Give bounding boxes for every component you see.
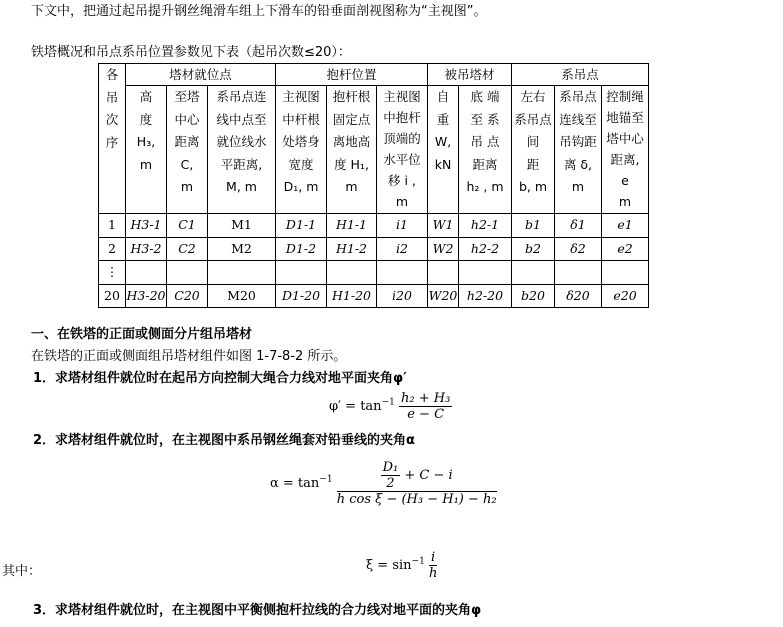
row-sequence: 1 xyxy=(99,214,126,238)
table-cell: H1-2 xyxy=(327,237,377,261)
column-header-line: m xyxy=(571,179,585,194)
column-header-line: 线中点至 xyxy=(216,111,267,127)
column-header-line: 间 xyxy=(526,134,540,149)
column-header-line: 水平位 xyxy=(383,152,421,167)
table-cell: M1 xyxy=(208,214,276,238)
column-header-line: 离地高 xyxy=(332,134,371,149)
column-header-line: 高 xyxy=(139,89,153,104)
formula-phi-prime: $\varphi' = \tan^{-1}$ $\frac{\text{h₂ + H₃}}{e - C}$ xyxy=(329,391,451,422)
column-header xyxy=(377,86,428,214)
item1-title: 1．求塔材组件就位时在起吊方向控制大绳合力线对地平面夹角φ′ xyxy=(33,371,407,386)
column-header-line: 自 xyxy=(436,89,450,104)
table-cell: h2-2 xyxy=(459,237,512,261)
table-cell xyxy=(377,261,428,285)
column-header-line: 至 系 xyxy=(470,111,500,127)
table-cell xyxy=(327,261,377,285)
table-cell: δ20 xyxy=(555,284,602,308)
table-cell: H1-20 xyxy=(327,284,377,308)
column-header-line: 离 δ, xyxy=(563,156,593,172)
table-cell: W20 xyxy=(428,284,459,308)
table-cell xyxy=(555,261,602,285)
table-row xyxy=(99,261,649,285)
column-header-line: 系吊点 xyxy=(514,111,552,127)
column-header-line: 距离 xyxy=(174,134,200,149)
column-header-line: m xyxy=(395,194,409,209)
table-cell: e20 xyxy=(602,284,649,308)
row-sequence: ⋮ xyxy=(99,261,126,285)
column-header-line: e xyxy=(621,173,629,188)
column-header-line: 左右 xyxy=(520,89,546,104)
group-header-lifted-member: 被吊塔材 xyxy=(428,64,512,86)
column-header-line: 固定点 xyxy=(332,111,371,127)
table-cell: e1 xyxy=(602,214,649,238)
corner-header-char: 各 xyxy=(105,67,119,82)
table-cell xyxy=(126,261,167,285)
table-cell: b2 xyxy=(512,237,555,261)
column-header xyxy=(126,86,167,214)
table-cell: i20 xyxy=(377,284,428,308)
column-header-line: W, xyxy=(434,134,452,149)
column-header-line: H₃, xyxy=(136,134,156,149)
table-cell: e2 xyxy=(602,237,649,261)
table-cell: H3-20 xyxy=(126,284,167,308)
column-header-line: 主视图 xyxy=(282,89,320,104)
column-header-line: 至塔 xyxy=(174,89,200,104)
column-header-line: 塔中心 xyxy=(606,131,644,146)
table-cell xyxy=(602,261,649,285)
column-header-line: 抱杆根 xyxy=(332,89,371,104)
corner-header-char: 次 xyxy=(105,112,119,127)
column-header-line: 距 xyxy=(526,156,540,172)
column-header-line: 吊钩距 xyxy=(559,134,597,149)
table-cell: b20 xyxy=(512,284,555,308)
corner-header-char: 序 xyxy=(105,134,119,150)
column-header-line: 距离, xyxy=(610,152,640,167)
table-cell xyxy=(512,261,555,285)
column-header-line: 顶端的 xyxy=(383,131,421,146)
parameter-table xyxy=(98,63,649,308)
column-header-line: b, m xyxy=(518,179,548,194)
table-cell: M20 xyxy=(208,284,276,308)
table-cell xyxy=(208,261,276,285)
column-header-line: 连线至 xyxy=(559,111,597,127)
column-header-line: D₁, m xyxy=(283,179,319,194)
section1-title: 一、在铁塔的正面或侧面分片组吊塔材 xyxy=(31,327,253,342)
table-row xyxy=(99,284,649,308)
column-header-line: 度 H₁, xyxy=(334,156,369,172)
column-header-line: 主视图 xyxy=(383,89,421,104)
column-header xyxy=(459,86,512,214)
table-cell xyxy=(276,261,327,285)
table-row xyxy=(99,237,649,261)
column-header xyxy=(555,86,602,214)
column-header-line: 平距离, xyxy=(220,156,263,172)
group-header-pole-position: 抱杆位置 xyxy=(276,64,428,86)
column-header-line: 控制绳 xyxy=(606,89,644,104)
column-header-line: 中抱杆 xyxy=(383,110,421,125)
table-cell: i2 xyxy=(377,237,428,261)
column-header-line: 宽度 xyxy=(288,156,314,172)
row-sequence: 20 xyxy=(99,284,126,308)
column-header-line: M, m xyxy=(226,179,257,194)
column-header-line: 移 i , xyxy=(388,173,416,188)
table-cell: H3-1 xyxy=(126,214,167,238)
table-cell xyxy=(459,261,512,285)
column-header-line: 系吊点连 xyxy=(216,89,267,104)
table-cell: H3-2 xyxy=(126,237,167,261)
table-cell: M2 xyxy=(208,237,276,261)
column-header xyxy=(167,86,208,214)
column-header-line: m xyxy=(345,179,358,194)
table-cell: h2-1 xyxy=(459,214,512,238)
table-cell xyxy=(428,261,459,285)
formula-alpha: $\alpha = \tan^{-1}$ $\frac{\text{D₁}}{2}$ + C − i h cos ξ − (H₃ − H₁) − h₂ xyxy=(270,460,497,507)
corner-header-char: 吊 xyxy=(105,89,119,105)
table-cell: C20 xyxy=(167,284,208,308)
table-caption: 铁塔概况和吊点系吊位置参数见下表（起吊次数≤20）： xyxy=(31,45,351,60)
column-header-line: 底 端 xyxy=(470,89,500,104)
group-header-sling-point: 系吊点 xyxy=(512,64,649,86)
column-header xyxy=(276,86,327,214)
column-header-line: m xyxy=(180,179,194,194)
table-row xyxy=(99,214,649,238)
column-header xyxy=(512,86,555,214)
group-header-tower-position: 塔材就位点 xyxy=(126,64,276,86)
table-cell: H1-1 xyxy=(327,214,377,238)
column-header xyxy=(208,86,276,214)
item2-title: 2．求塔材组件就位时，在主视图中系吊钢丝绳套对铅垂线的夹角α xyxy=(33,433,415,448)
formula-xi: $\xi = \sin^{-1}$ $\frac{i}{h}$ xyxy=(366,550,438,581)
table-cell: W2 xyxy=(428,237,459,261)
row-sequence: 2 xyxy=(99,237,126,261)
table-cell: C2 xyxy=(167,237,208,261)
column-header xyxy=(327,86,377,214)
column-header-line: m xyxy=(618,194,632,209)
table-cell: h2-20 xyxy=(459,284,512,308)
column-header-line: 吊 点 xyxy=(470,134,500,149)
column-header-line: kN xyxy=(434,156,452,172)
item3-title: 3．求塔材组件就位时，在主视图中平衡侧抱杆拉线的合力线对地平面的夹角φ xyxy=(33,603,482,618)
column-header xyxy=(602,86,649,214)
table-cell: D1-20 xyxy=(276,284,327,308)
column-header-line: 度 xyxy=(139,111,153,127)
table-cell xyxy=(167,261,208,285)
table-cell: C1 xyxy=(167,214,208,238)
intro-paragraph: 下文中，把通过起吊提升钢丝绳滑车组上下滑车的铅垂面剖视图称为“主视图”。 xyxy=(31,4,487,19)
table-cell: δ1 xyxy=(555,214,602,238)
table-cell: W1 xyxy=(428,214,459,238)
column-header-line: 就位线水 xyxy=(216,134,267,149)
column-header-line: 处塔身 xyxy=(282,134,320,149)
column-header-line: C, xyxy=(180,156,194,172)
table-cell: δ2 xyxy=(555,237,602,261)
column-header-line: 重 xyxy=(436,111,450,127)
where-label: 其中： xyxy=(2,564,42,579)
table-cell: i1 xyxy=(377,214,428,238)
column-header xyxy=(428,86,459,214)
column-header-line: 中心 xyxy=(174,111,200,127)
column-header-line: h₂ , m xyxy=(466,179,504,194)
section1-text: 在铁塔的正面或侧面组吊塔材组件如图 1-7-8-2 所示。 xyxy=(31,349,347,364)
column-header-line: m xyxy=(139,156,153,172)
column-header-line: 系吊点 xyxy=(559,89,597,104)
column-header-line: 距离 xyxy=(472,156,498,172)
corner-header xyxy=(99,64,126,214)
table-cell: D1-1 xyxy=(276,214,327,238)
column-header-line: 中杆根 xyxy=(282,111,320,127)
column-header-line: 地锚至 xyxy=(606,110,644,125)
table-cell: D1-2 xyxy=(276,237,327,261)
table-cell: b1 xyxy=(512,214,555,238)
